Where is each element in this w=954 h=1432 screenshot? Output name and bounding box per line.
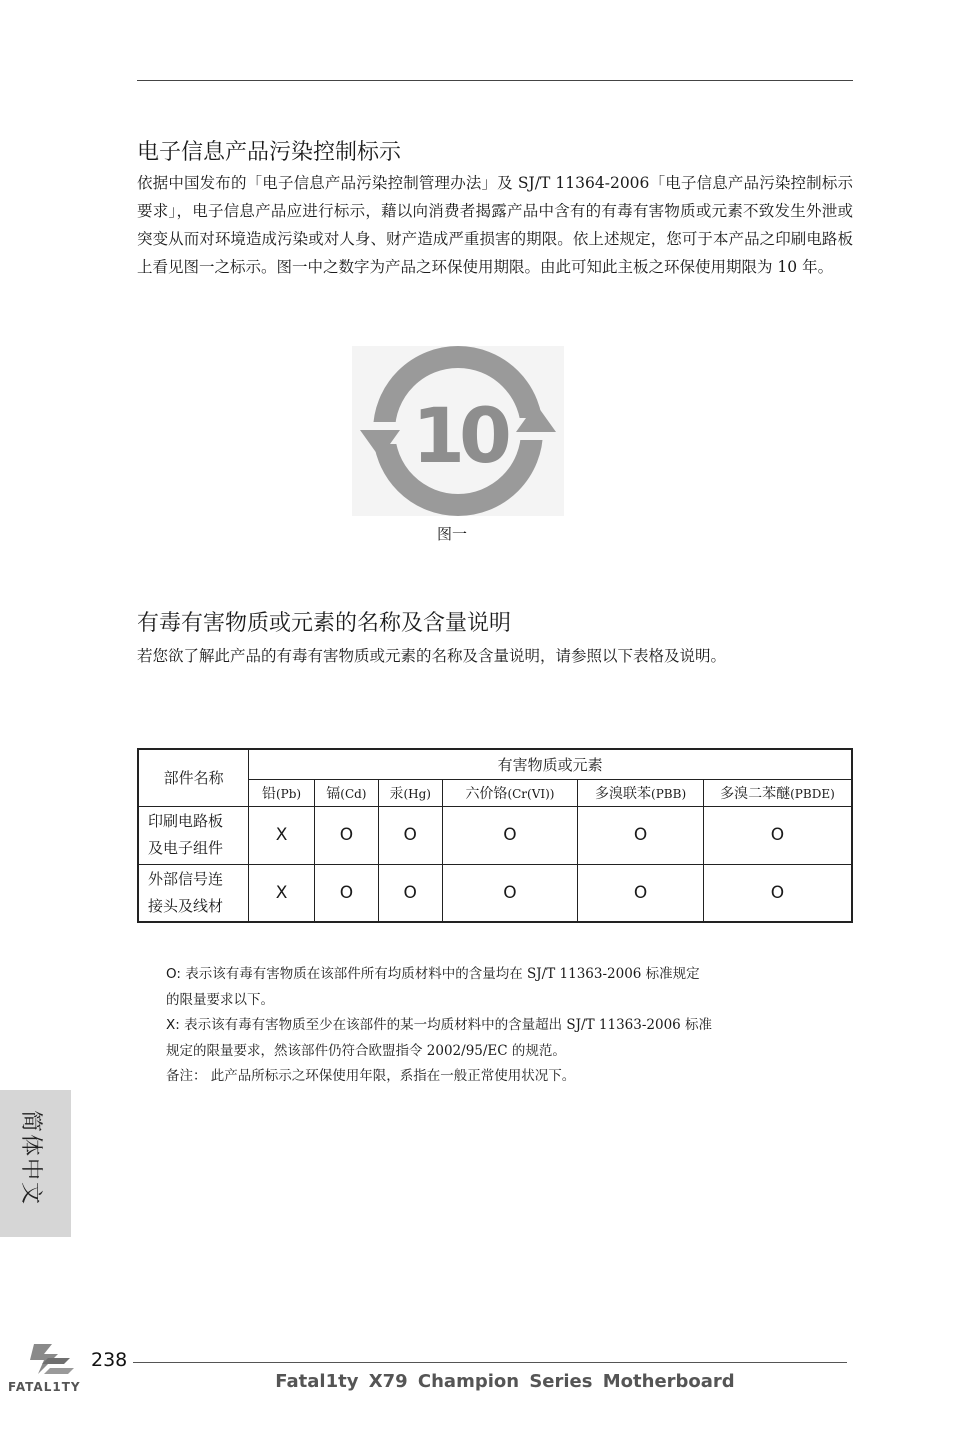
- column-pbde: 多溴二苯醚(PBDE): [703, 779, 852, 806]
- recycle-arrows-icon: [352, 346, 564, 516]
- column-chromium: 六价铬(Cr(VI)): [442, 779, 578, 806]
- part-name-header: 部件名称: [138, 749, 249, 806]
- column-mercury: 汞(Hg): [378, 779, 442, 806]
- table-cell: O: [578, 864, 704, 922]
- environment-period-logo: [352, 346, 564, 516]
- table-cell: O: [314, 864, 378, 922]
- row-part-name: 外部信号连 接头及线材: [138, 864, 249, 922]
- section-body-pollution-control: 依据中国发布的「电子信息产品污染控制管理办法」及 SJ/T 11364-2006「电子信息产品污染控制标示要求」，电子信息产品应进行标示，藉以向消费者揭露产品中含有的有毒有害物质或元素不致发生外泄或突变从而对环境造成污染或对人身、财产造成严重损害的期限。依上述规定，您可于本产品之印刷电路板上看见图一之标示。图一中之数字为产品之环保使用期限。由此可知此主板之环保使用期限为 10 年。: [137, 174, 853, 276]
- table-cell: O: [703, 864, 852, 922]
- table-row: [138, 806, 852, 864]
- section-body-hazardous-substances: 若您欲了解此产品的有毒有害物质或元素的名称及含量说明，请参照以下表格及说明。: [137, 647, 727, 665]
- table-cell: O: [378, 864, 442, 922]
- table-cell: O: [703, 806, 852, 864]
- table-cell: X: [249, 806, 315, 864]
- substance-group-header: 有害物质或元素: [249, 749, 852, 779]
- footer-rule: [133, 1362, 847, 1363]
- table-cell: O: [442, 864, 578, 922]
- table-notes: [166, 962, 846, 1090]
- table-cell: O: [578, 806, 704, 864]
- section-title-hazardous-substances: 有毒有害物质或元素的名称及含量说明: [137, 611, 512, 636]
- row-part-name: 印刷电路板 及电子组件: [138, 806, 249, 864]
- table-row: [138, 864, 852, 922]
- section-title-pollution-control: 电子信息产品污染控制标示: [137, 140, 402, 165]
- note-o: O: 表示该有毒有害物质在该部件所有均质材料中的含量均在 SJ/T 11363-2006 标准规定: [166, 966, 700, 982]
- table-cell: O: [378, 806, 442, 864]
- note-x: X: 表示该有毒有害物质至少在该部件的某一均质材料中的含量超出 SJ/T 11363-2006 标准: [166, 1017, 713, 1033]
- figure-caption: 图一: [436, 525, 467, 543]
- page-number: 238: [91, 1349, 128, 1371]
- column-lead: 铅(Pb): [249, 779, 315, 806]
- note-o-cont: 的限量要求以下。: [166, 991, 274, 1008]
- note-x-cont: 规定的限量要求，然该部件仍符合欧盟指令 2002/95/EC 的规范。: [166, 1042, 566, 1059]
- logo-wordmark: FATAL1TY: [8, 1380, 81, 1394]
- table-cell: O: [442, 806, 578, 864]
- footer-product-title: Fatal1ty X79 Champion Series Motherboard: [275, 1371, 735, 1392]
- note-remark: 备注： 此产品所标示之环保使用年限，系指在一般正常使用状况下。: [166, 1068, 576, 1084]
- column-pbb: 多溴联苯(PBB): [578, 779, 704, 806]
- logo-number: 10: [412, 391, 506, 480]
- language-label: 简体中文: [18, 1110, 43, 1207]
- top-rule: [137, 80, 853, 81]
- table-cell: X: [249, 864, 315, 922]
- table-cell: O: [314, 806, 378, 864]
- column-cadmium: 镉(Cd): [314, 779, 378, 806]
- language-side-tab: [0, 1090, 71, 1237]
- hazardous-substance-table: [137, 748, 853, 923]
- table-header-row: [138, 749, 852, 779]
